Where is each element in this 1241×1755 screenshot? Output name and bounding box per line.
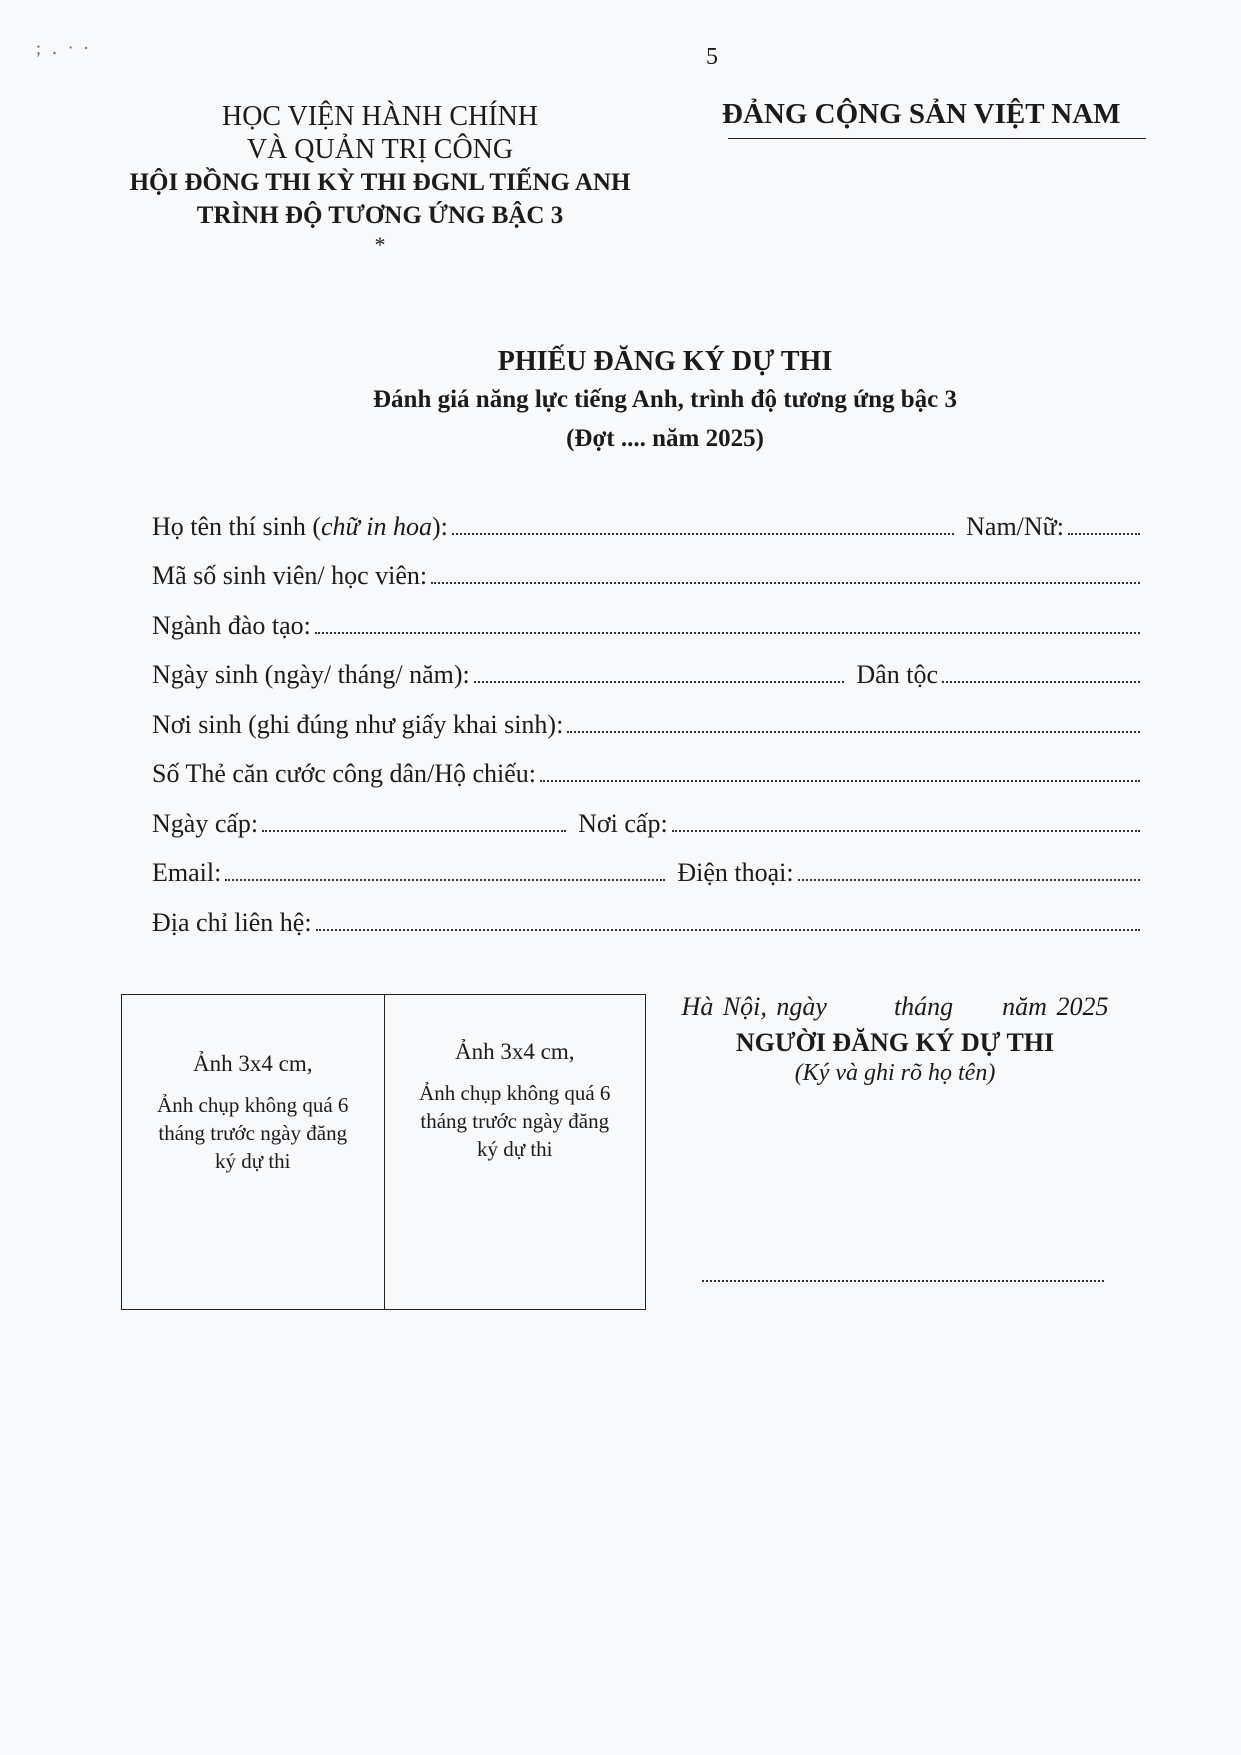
issue-date-label: Ngày cấp: xyxy=(152,809,259,838)
address-label: Địa chỉ liên hệ: xyxy=(152,908,312,937)
signer-title: NGƯỜI ĐĂNG KÝ DỰ THI xyxy=(735,1028,1055,1057)
issue-place-input-line[interactable] xyxy=(672,830,1140,832)
photo-note: Ảnh chụp không quá 6 tháng trước ngày đăng ký dự thi xyxy=(419,1081,611,1161)
date-year: năm 2025 xyxy=(1002,992,1109,1021)
birth-date-label: Ngày sinh (ngày/ tháng/ năm): xyxy=(152,660,470,689)
phone-input-line[interactable] xyxy=(798,879,1140,881)
field-address xyxy=(152,898,1144,938)
party-heading: ĐẢNG CỘNG SẢN VIỆT NAM xyxy=(722,98,1121,130)
photo-note: Ảnh chụp không quá 6 tháng trước ngày đăng ký dự thi xyxy=(157,1093,349,1173)
address-input-line[interactable] xyxy=(316,929,1140,931)
signature-line[interactable] xyxy=(702,1280,1104,1282)
email-label: Email: xyxy=(152,858,222,887)
scan-marks: ; ․ ᐧ · xyxy=(36,38,93,58)
full-name-label: Họ tên thí sinh (chữ in hoa): xyxy=(152,512,448,541)
photo-size-label: Ảnh 3x4 cm, xyxy=(455,1039,575,1064)
email-input-line[interactable] xyxy=(225,879,665,881)
birth-date-input-line[interactable] xyxy=(474,681,845,683)
header-star: * xyxy=(374,232,386,257)
field-contact xyxy=(152,848,1144,888)
field-major xyxy=(152,601,1144,641)
field-id-card xyxy=(152,749,1144,789)
party-underline xyxy=(728,138,1146,139)
council-name-line2: TRÌNH ĐỘ TƯƠNG ỨNG BẬC 3 xyxy=(196,202,564,229)
council-name-line1: HỘI ĐỒNG THI KỲ THI ĐGNL TIẾNG ANH xyxy=(129,169,631,196)
date-month: tháng xyxy=(893,992,954,1021)
ethnicity-label: Dân tộc xyxy=(856,660,938,689)
id-card-label: Số Thẻ căn cước công dân/Hộ chiếu: xyxy=(152,759,537,788)
signature-block xyxy=(660,992,1130,1087)
ethnicity-input-line[interactable] xyxy=(942,681,1140,683)
field-full-name xyxy=(152,502,1144,542)
student-id-input-line[interactable] xyxy=(431,582,1140,584)
issue-place-label: Nơi cấp: xyxy=(578,809,668,838)
date-place-day: Hà Nội, ngày xyxy=(681,992,827,1021)
major-label: Ngành đào tạo: xyxy=(152,611,311,640)
full-name-input-line[interactable] xyxy=(452,533,954,535)
id-card-input-line[interactable] xyxy=(540,780,1140,782)
birth-place-input-line[interactable] xyxy=(567,731,1140,733)
org-name-line2: VÀ QUẢN TRỊ CÔNG xyxy=(246,134,514,165)
photo-table xyxy=(121,994,646,1310)
signer-note: (Ký và ghi rõ họ tên) xyxy=(794,1060,996,1086)
signature-date xyxy=(660,992,1130,1022)
photo-size-label: Ảnh 3x4 cm, xyxy=(193,1051,313,1076)
field-student-id xyxy=(152,551,1144,591)
gender-label: Nam/Nữ: xyxy=(966,512,1064,541)
birth-place-label: Nơi sinh (ghi đúng như giấy khai sinh): xyxy=(152,710,564,739)
major-input-line[interactable] xyxy=(315,632,1140,634)
student-id-label: Mã số sinh viên/ học viên: xyxy=(152,561,428,590)
page-number: 5 xyxy=(706,44,718,70)
form-subtitle: Đánh giá năng lực tiếng Anh, trình độ tương ứng bậc 3 xyxy=(373,386,957,413)
field-birth-date xyxy=(152,650,1144,690)
photo-box-1[interactable] xyxy=(122,995,384,1309)
phone-label: Điện thoại: xyxy=(677,858,794,887)
issue-date-input-line[interactable] xyxy=(262,830,566,832)
exam-session: (Đợt .... năm 2025) xyxy=(566,425,764,452)
field-birth-place xyxy=(152,700,1144,740)
org-name-line1: HỌC VIỆN HÀNH CHÍNH xyxy=(221,101,539,132)
field-issue xyxy=(152,799,1144,839)
photo-box-2[interactable] xyxy=(384,995,646,1309)
form-title-block xyxy=(260,343,1070,459)
form-title: PHIẾU ĐĂNG KÝ DỰ THI xyxy=(497,346,833,377)
organization-header xyxy=(100,100,660,258)
gender-input-line[interactable] xyxy=(1068,533,1140,535)
